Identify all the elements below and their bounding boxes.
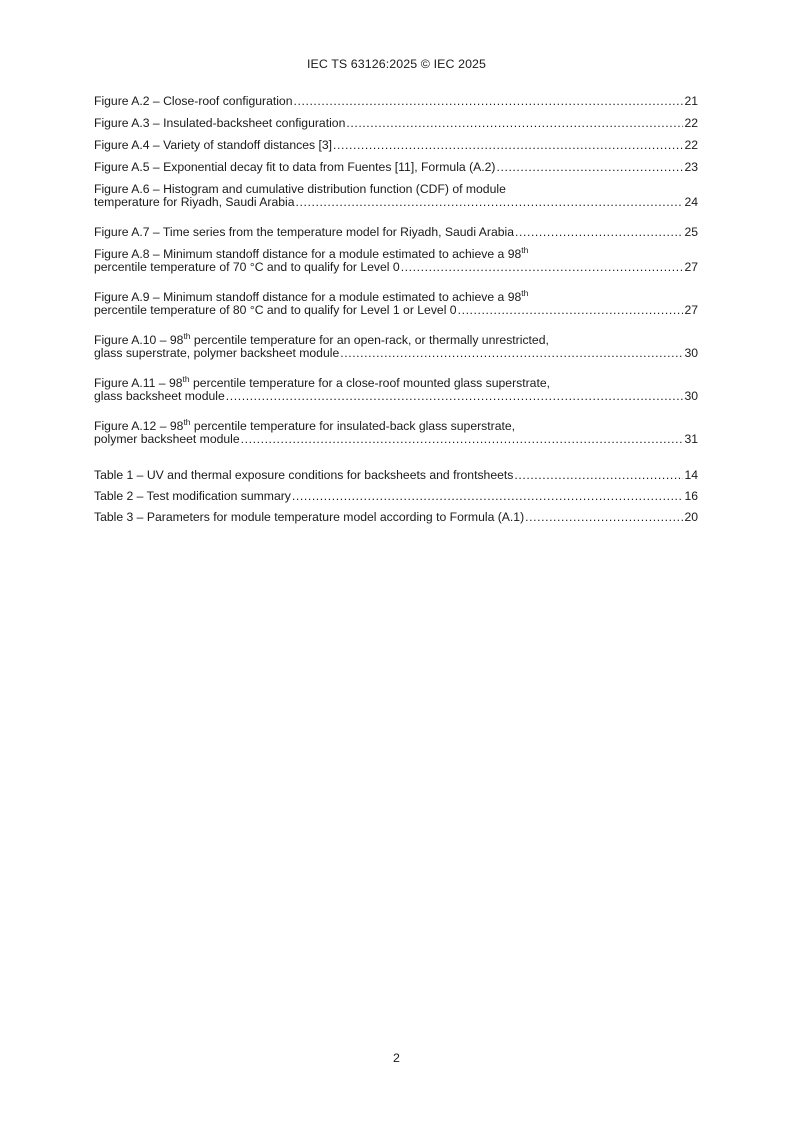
toc-page-number: 21 [684, 94, 698, 108]
list-of-figures [94, 95, 698, 463]
toc-entry-title-cont: temperature for Riyadh, Saudi Arabia [94, 195, 295, 210]
toc-entry-figure-a11[interactable] [94, 374, 698, 420]
ordinal-suffix: th [183, 417, 191, 427]
dot-leader [340, 347, 683, 360]
toc-entry-figure-a3[interactable] [94, 117, 698, 139]
dot-leader [496, 161, 683, 174]
page-header: IEC TS 63126:2025 © IEC 2025 [306, 57, 487, 71]
toc-title-text: percentile temperature for insulated-back glass superstrate, [190, 419, 516, 433]
toc-entry-title: Figure A.6 – Histogram and cumulative distribution function (CDF) of module [94, 182, 506, 196]
toc-page-number: 30 [684, 346, 698, 361]
toc-page-number: 14 [684, 468, 698, 482]
toc-entry-title: Figure A.5 – Exponential decay fit to data from Fuentes [11], Formula (A.2) [94, 160, 496, 174]
toc-entry-title-cont: polymer backsheet module [94, 432, 240, 447]
toc-entry-figure-a9[interactable] [94, 288, 698, 334]
toc-title-text: Figure A.9 – Minimum standoff distance for a module estimated to achieve a 98 [94, 290, 522, 304]
toc-entry-title: Table 3 – Parameters for module temperature model according to Formula (A.1) [94, 510, 525, 524]
toc-entry-figure-a6[interactable] [94, 183, 698, 226]
toc-entry-title: Table 1 – UV and thermal exposure conditions for backsheets and frontsheets [94, 468, 514, 482]
toc-entry-table-2[interactable] [94, 490, 698, 511]
toc-entry-title: Figure A.7 – Time series from the temperature model for Riyadh, Saudi Arabia [94, 225, 514, 239]
ordinal-suffix: th [521, 245, 529, 255]
toc-entry-title [94, 374, 551, 390]
toc-entry-title-cont: percentile temperature of 80 °C and to qualify for Level 1 or Level 0 [94, 303, 457, 318]
page-number: 2 [393, 1051, 400, 1065]
toc-page-number: 22 [684, 116, 698, 130]
toc-entry-figure-a2[interactable] [94, 95, 698, 117]
dot-leader [514, 469, 683, 482]
toc-entry-title-cont: glass backsheet module [94, 389, 225, 404]
toc-entry-figure-a4[interactable] [94, 139, 698, 161]
toc-page-number: 22 [684, 138, 698, 152]
toc-entry-figure-a5[interactable] [94, 161, 698, 183]
toc-entry-title [94, 331, 549, 347]
toc-entry-title: Table 2 – Test modification summary [94, 489, 291, 503]
dot-leader [294, 95, 684, 108]
toc-page-number: 27 [684, 260, 698, 275]
toc-page-number: 24 [684, 195, 698, 210]
dot-leader [333, 139, 683, 152]
dot-leader [401, 261, 684, 274]
dot-leader [515, 226, 683, 239]
toc-page-number: 31 [684, 432, 698, 447]
toc-entry-title: Figure A.3 – Insulated-backsheet configuration [94, 116, 346, 130]
toc-entry-title-cont: glass superstrate, polymer backsheet module [94, 346, 340, 361]
ordinal-suffix: th [182, 374, 190, 384]
toc-entry-title [94, 288, 529, 304]
toc-page-number: 20 [684, 510, 698, 524]
toc-entry-figure-a7[interactable] [94, 226, 698, 248]
dot-leader [241, 433, 684, 446]
toc-entry-title [94, 417, 516, 433]
toc-entry-title-cont: percentile temperature of 70 °C and to qualify for Level 0 [94, 260, 400, 275]
toc-page-number: 27 [684, 303, 698, 318]
dot-leader [458, 304, 684, 317]
dot-leader [525, 511, 683, 524]
toc-page-number: 25 [684, 225, 698, 239]
toc-entry-title: Figure A.2 – Close-roof configuration [94, 94, 293, 108]
toc-title-text: Figure A.11 – 98 [94, 376, 183, 390]
dot-leader [346, 117, 683, 130]
toc-entry-figure-a10[interactable] [94, 331, 698, 377]
toc-title-text: Figure A.8 – Minimum standoff distance for a module estimated to achieve a 98 [94, 247, 522, 261]
ordinal-suffix: th [521, 288, 529, 298]
toc-page-number: 16 [684, 489, 698, 503]
toc-page-number: 30 [684, 389, 698, 404]
toc-entry-figure-a8[interactable] [94, 245, 698, 291]
toc-entry-table-3[interactable] [94, 511, 698, 532]
ordinal-suffix: th [183, 331, 191, 341]
toc-entry-table-1[interactable] [94, 469, 698, 490]
toc-entry-title: Figure A.4 – Variety of standoff distances [3] [94, 138, 333, 152]
dot-leader [292, 490, 684, 503]
toc-entry-figure-a12[interactable] [94, 417, 698, 463]
toc-page-number: 23 [684, 160, 698, 174]
toc-title-text: Figure A.10 – 98 [94, 333, 184, 347]
list-of-tables [94, 469, 698, 532]
toc-title-text: percentile temperature for an open-rack, or thermally unrestricted, [190, 333, 549, 347]
toc-entry-title [94, 245, 529, 261]
dot-leader [226, 390, 684, 403]
toc-title-text: percentile temperature for a close-roof mounted glass superstrate, [189, 376, 551, 390]
dot-leader [296, 196, 684, 209]
toc-title-text: Figure A.12 – 98 [94, 419, 184, 433]
